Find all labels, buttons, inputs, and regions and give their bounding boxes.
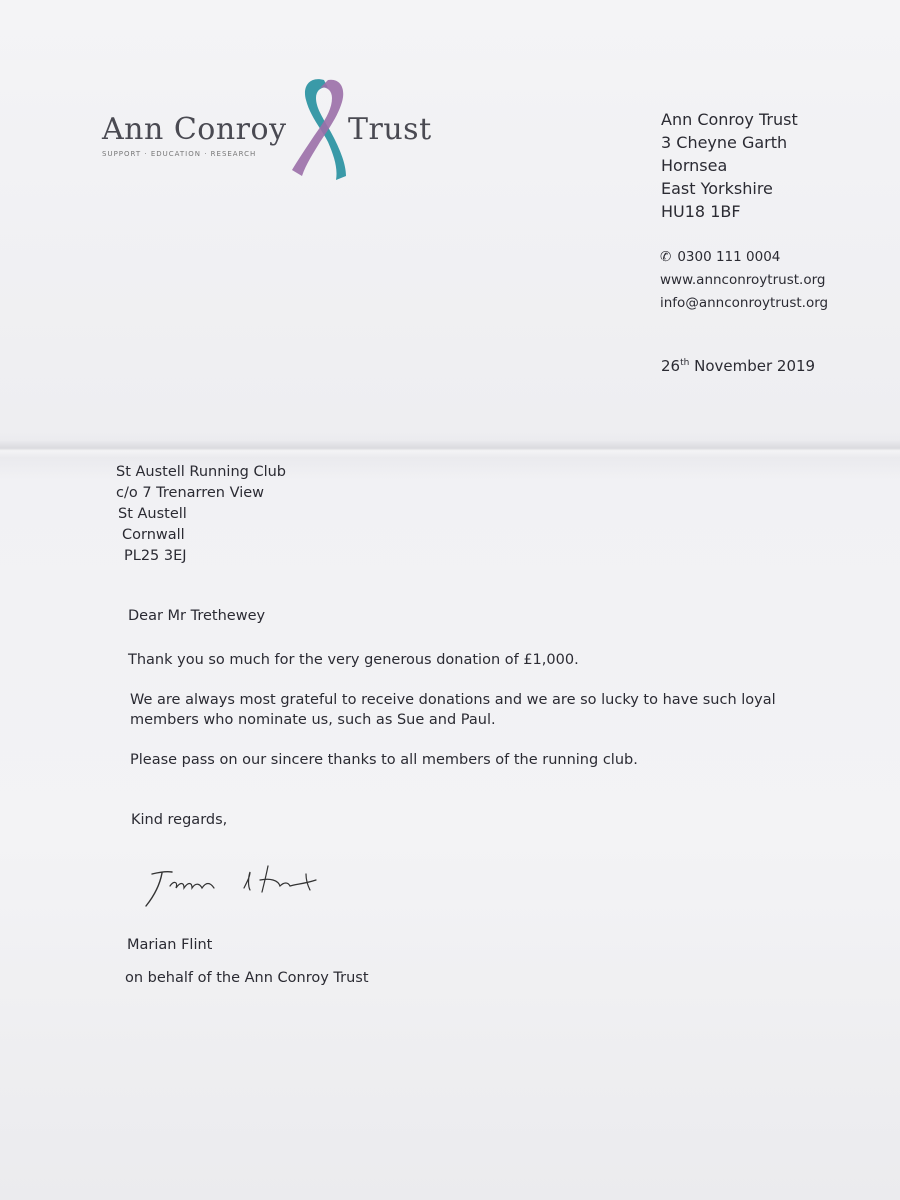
recipient-address-line: St Austell [118,506,187,522]
paragraph-1: Thank you so much for the very generous donation of £1,000. [128,652,579,668]
paragraph-3: Please pass on our sincere thanks to all members of the running club. [130,752,638,768]
date-suffix: th [680,358,690,368]
trust-logo [100,72,440,187]
sender-address-line: Hornsea [661,156,728,175]
sender-contact [660,246,828,315]
recipient-address [116,462,286,567]
email: info@annconroytrust.org [660,295,829,311]
sender-address-line: HU18 1BF [661,202,741,221]
salutation: Dear Mr Trethewey [128,608,266,624]
sender-address-line: East Yorkshire [661,179,773,198]
paragraph-2-line-2: members who nominate us, such as Sue and Paul. [130,712,496,728]
recipient-address-line: c/o 7 Trenarren View [116,485,265,501]
logo-trust: Trust [348,112,432,147]
date-rest: November 2019 [689,357,816,375]
sender-address [661,108,798,223]
signatory-name: Marian Flint [127,937,213,953]
phone-icon: ✆ [660,249,672,265]
phone-number: 0300 111 0004 [677,249,781,265]
phone-line [660,246,828,269]
recipient-address-line: Cornwall [122,527,185,543]
paragraph-2-line-1: We are always most grateful to receive donations and we are so lucky to have such loyal [130,692,776,708]
website: www.annconroytrust.org [660,272,826,288]
sender-address-line: Ann Conroy Trust [661,110,798,129]
sender-address-line: 3 Cheyne Garth [661,133,788,152]
letter-date [661,357,815,375]
handwritten-signature [140,858,330,910]
closing: Kind regards, [131,812,228,828]
signatory-role: on behalf of the Ann Conroy Trust [125,970,369,986]
date-day: 26 [661,357,681,375]
paper-fold [0,440,900,458]
logo-tagline: SUPPORT · EDUCATION · RESEARCH [102,150,257,158]
logo-name: Ann Conroy [102,112,287,147]
recipient-address-line: PL25 3EJ [124,548,187,564]
recipient-address-line: St Austell Running Club [116,464,287,480]
